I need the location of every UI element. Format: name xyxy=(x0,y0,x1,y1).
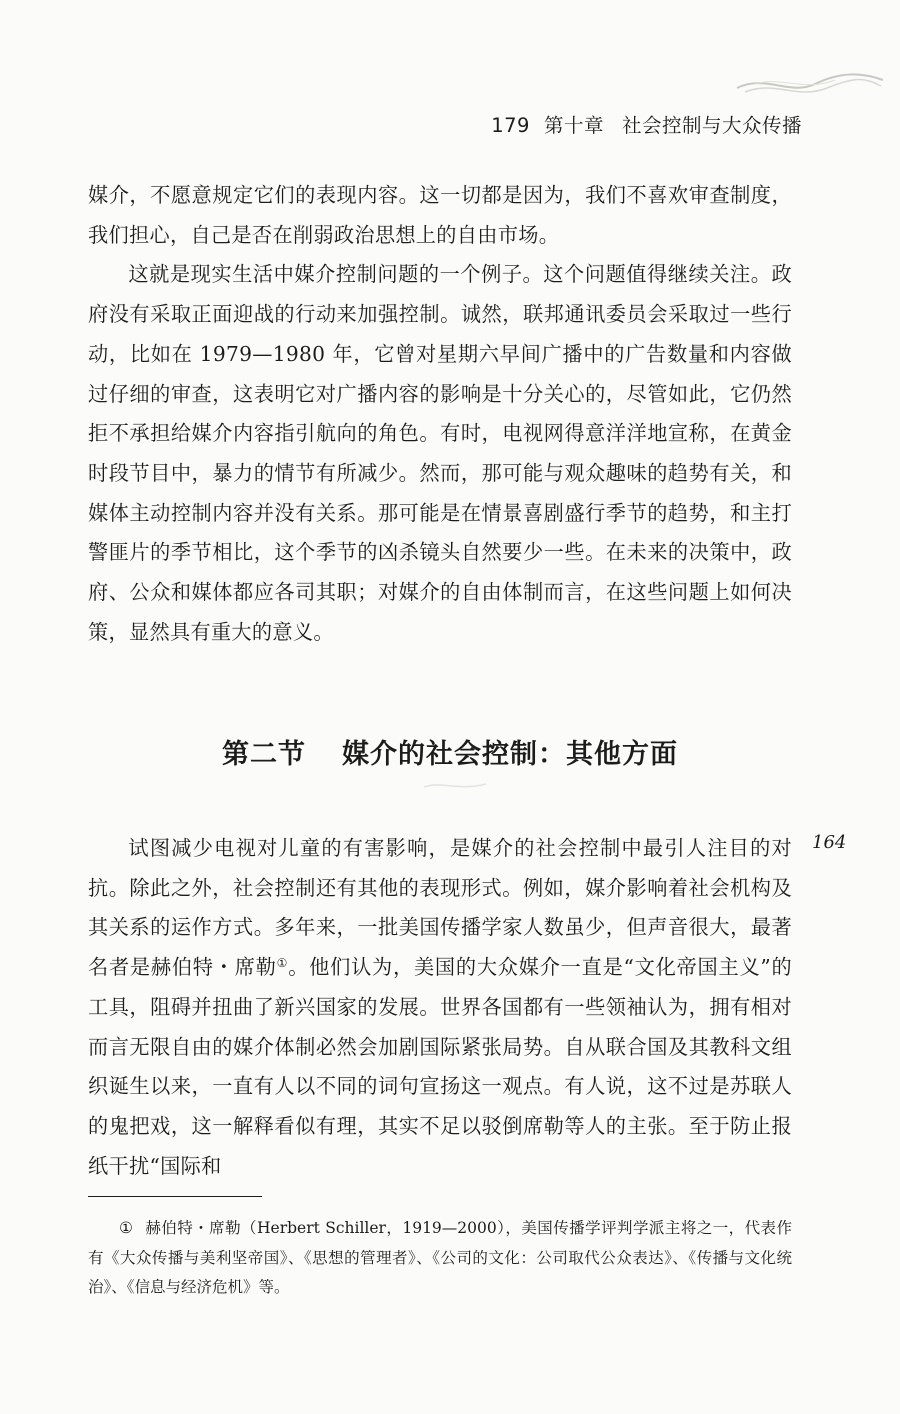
footnote-marker: ① xyxy=(119,1219,134,1237)
section-number: 第二节 xyxy=(222,739,306,770)
paragraph-continuation: 媒介，不愿意规定它们的表现内容。这一切都是因为，我们不喜欢审查制度，我们担心，自己是否在削弱政治思想上的自由市场。 xyxy=(88,183,792,247)
page-number: 179 xyxy=(491,114,530,137)
decorative-swirl-ornament xyxy=(735,66,885,106)
body-text-section xyxy=(88,829,792,1186)
section-heading xyxy=(0,732,900,771)
paragraph-media-control-example: 这就是现实生活中媒介控制问题的一个例子。这个问题值得继续关注。政府没有采取正面迎战的行动来加强控制。诚然，联邦通讯委员会采取过一些行动，比如在 1979—1980 年，它曾对星期六早间广播中的广告数量和内容做过仔细的审查，这表明它对广播内容的影响是十分关心的，尽管如此，它仍然拒不承担给媒介内容指引航向的角色。有时，电视网得意洋洋地宣称，在黄金时段节目中，暴力的情节有所减少。然而，那可能与观众趣味的趋势有关，和媒体主动控制内容并没有关系。那可能是在情景喜剧盛行季节的趋势，和主打警匪片的季节相比，这个季节的凶杀镜头自然要少一些。在未来的决策中，政府、公众和媒体都应各司其职；对媒介的自由体制而言，在这些问题上如何决策，显然具有重大的意义。 xyxy=(88,262,792,644)
faint-decorative-mark xyxy=(420,775,490,795)
paragraph-text-after-note: 。他们认为，美国的大众媒介一直是“文化帝国主义”的工具，阻碍并扭曲了新兴国家的发展。世界各国都有一些领袖认为，拥有相对而言无限自由的媒介体制必然会加剧国际紧张局势。自从联合国及其教科文组织诞生以来，一直有人以不同的词句宣扬这一观点。有人说，这不过是苏联人的鬼把戏，这一解释看似有理，其实不足以驳倒席勒等人的主张。至于防止报纸干扰“国际和 xyxy=(88,955,792,1178)
footnote-divider xyxy=(88,1196,262,1197)
chapter-label: 第十章 xyxy=(543,114,604,137)
footnote xyxy=(88,1214,792,1303)
chapter-title: 社会控制与大众传播 xyxy=(621,114,802,137)
body-text-top xyxy=(88,176,792,652)
footnote-text: 赫伯特・席勒（Herbert Schiller，1919—2000），美国传播学评判学派主将之一，代表作有《大众传播与美利坚帝国》、《思想的管理者》、《公司的文化：公司取代公众表达》、《传播与文化统治》、《信息与经济危机》等。 xyxy=(88,1219,793,1296)
footnote-reference: ① xyxy=(276,956,289,971)
section-title: 媒介的社会控制：其他方面 xyxy=(342,739,678,770)
paragraph-social-control-other xyxy=(88,829,792,1186)
original-edition-page-number: 164 xyxy=(812,832,847,853)
running-head xyxy=(491,110,802,138)
paragraph-text-before-note: 试图减少电视对儿童的有害影响，是媒介的社会控制中最引人注目的对抗。除此之外，社会控制还有其他的表现形式。例如，媒介影响着社会机构及其关系的运作方式。多年来，一批美国传播学家人数虽少，但声音很大，最著名者是赫伯特・席勒 xyxy=(88,836,792,980)
